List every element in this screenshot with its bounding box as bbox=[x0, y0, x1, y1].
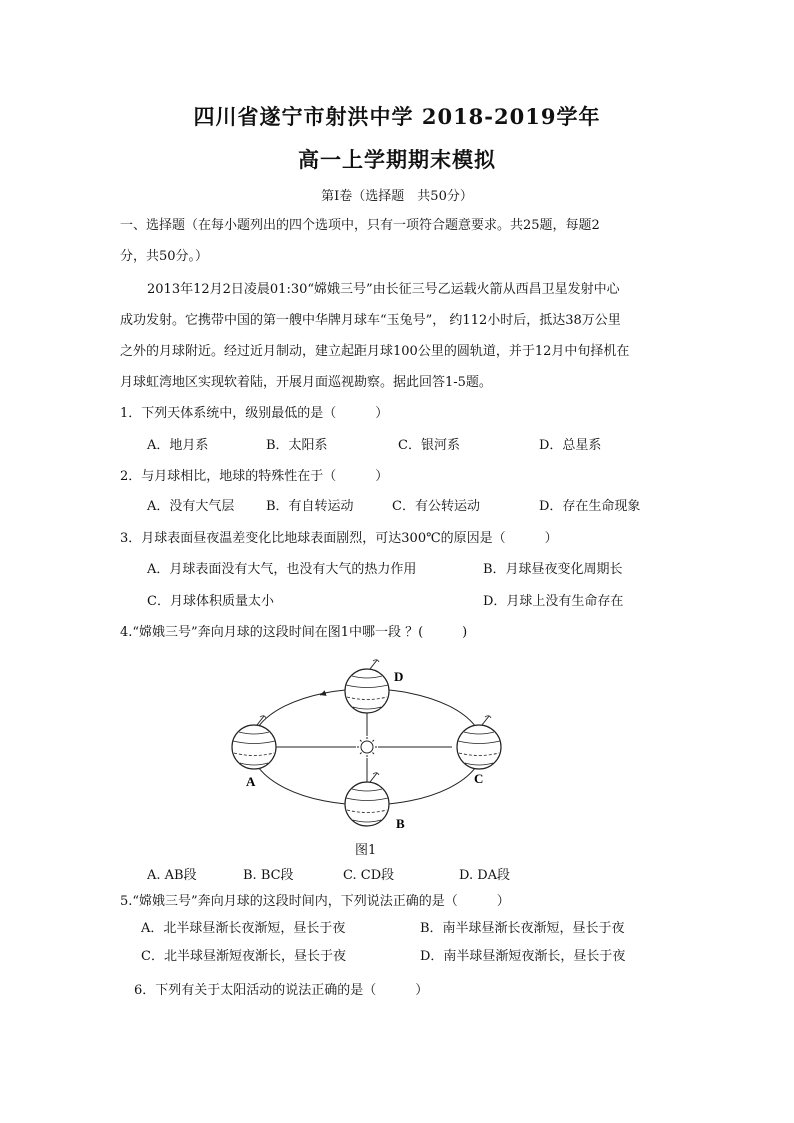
label-d: D bbox=[394, 669, 404, 684]
question-1-option-d[interactable]: D．总星系 bbox=[539, 438, 602, 453]
question-3-option-c[interactable]: C．月球体积质量太小 bbox=[147, 594, 274, 609]
section-heading: 第Ⅰ卷（选择题 共50分） bbox=[321, 189, 473, 204]
figure-caption: 图1 bbox=[355, 843, 377, 858]
question-2-option-c[interactable]: C．有公转运动 bbox=[392, 499, 480, 514]
earth-position-c bbox=[457, 716, 501, 769]
sun-icon bbox=[357, 737, 377, 757]
question-4-option-a[interactable]: A. AB段 bbox=[147, 868, 197, 883]
passage-line-4: 月球虹湾地区实现软着陆，开展月面巡视勘察。据此回答1-5题。 bbox=[120, 375, 492, 390]
question-6-stem: 6．下列有关于太阳活动的说法正确的是（ ） bbox=[134, 983, 429, 998]
earth-position-a bbox=[232, 716, 276, 769]
question-3-option-a[interactable]: A．月球表面没有大气，也没有大气的热力作用 bbox=[147, 562, 417, 577]
question-2-option-a[interactable]: A．没有大气层 bbox=[147, 499, 235, 514]
instructions-line-2: 分，共50分。） bbox=[120, 249, 209, 264]
question-5-option-a[interactable]: A．北半球昼渐长夜渐短，昼长于夜 bbox=[141, 921, 346, 936]
label-a: A bbox=[246, 774, 256, 789]
question-5-option-d[interactable]: D．南半球昼渐短夜渐长，昼长于夜 bbox=[420, 949, 626, 964]
passage-line-2: 成功发射。它携带中国的第一艘中华牌月球车“玉兔号”， 约112小时后，抵达38万公里 bbox=[120, 313, 621, 328]
question-2-option-b[interactable]: B．有自转运动 bbox=[266, 499, 354, 514]
question-1-option-a[interactable]: A．地月系 bbox=[147, 438, 209, 453]
question-2-stem: 2．与月球相比，地球的特殊性在于（ ） bbox=[120, 469, 389, 484]
question-3-stem: 3．月球表面昼夜温差变化比地球表面剧烈，可达300℃的原因是（ ） bbox=[120, 531, 558, 546]
instructions-line-1: 一、选择题（在每小题列出的四个选项中，只有一项符合题意要求。共25题，每题2 bbox=[120, 218, 600, 233]
question-3-option-d[interactable]: D．月球上没有生命存在 bbox=[483, 594, 624, 609]
question-4-option-b[interactable]: B. BC段 bbox=[243, 868, 294, 883]
question-1-option-b[interactable]: B．太阳系 bbox=[266, 438, 328, 453]
label-c: C bbox=[474, 771, 484, 786]
question-5-stem: 5.“嫦娥三号”奔向月球的这段时间内，下列说法正确的是（ ） bbox=[120, 894, 510, 909]
page-title: 四川省遂宁市射洪中学 2018-2019学年 bbox=[193, 104, 601, 129]
question-4-option-c[interactable]: C. CD段 bbox=[343, 868, 395, 883]
question-5-option-c[interactable]: C．北半球昼渐短夜渐长，昼长于夜 bbox=[141, 949, 346, 964]
question-2-option-d[interactable]: D．存在生命现象 bbox=[539, 499, 641, 514]
label-b: B bbox=[396, 816, 405, 831]
passage-line-3: 之外的月球附近。经过近月制动，建立起距月球100公里的圆轨道，并于12月中旬择机在 bbox=[120, 344, 630, 359]
question-3-option-b[interactable]: B．月球昼夜变化周期长 bbox=[483, 562, 623, 577]
earth-position-d bbox=[345, 660, 389, 713]
question-1-option-c[interactable]: C．银河系 bbox=[398, 438, 460, 453]
earth-orbit-diagram bbox=[226, 656, 516, 836]
question-4-stem: 4.“嫦娥三号”奔向月球的这段时间在图1中哪一段 ？( ) bbox=[120, 625, 468, 640]
question-5-option-b[interactable]: B．南半球昼渐长夜渐短，昼长于夜 bbox=[420, 921, 625, 936]
page-subtitle: 高一上学期期末模拟 bbox=[298, 147, 496, 172]
question-4-option-d[interactable]: D. DA段 bbox=[459, 868, 511, 883]
question-1-stem: 1．下列天体系统中，级别最低的是（ ） bbox=[120, 406, 389, 421]
passage-line-1: 2013年12月2日凌晨01:30“嫦娥三号”由长征三号乙运载火箭从西昌卫星发射中心 bbox=[147, 282, 620, 297]
